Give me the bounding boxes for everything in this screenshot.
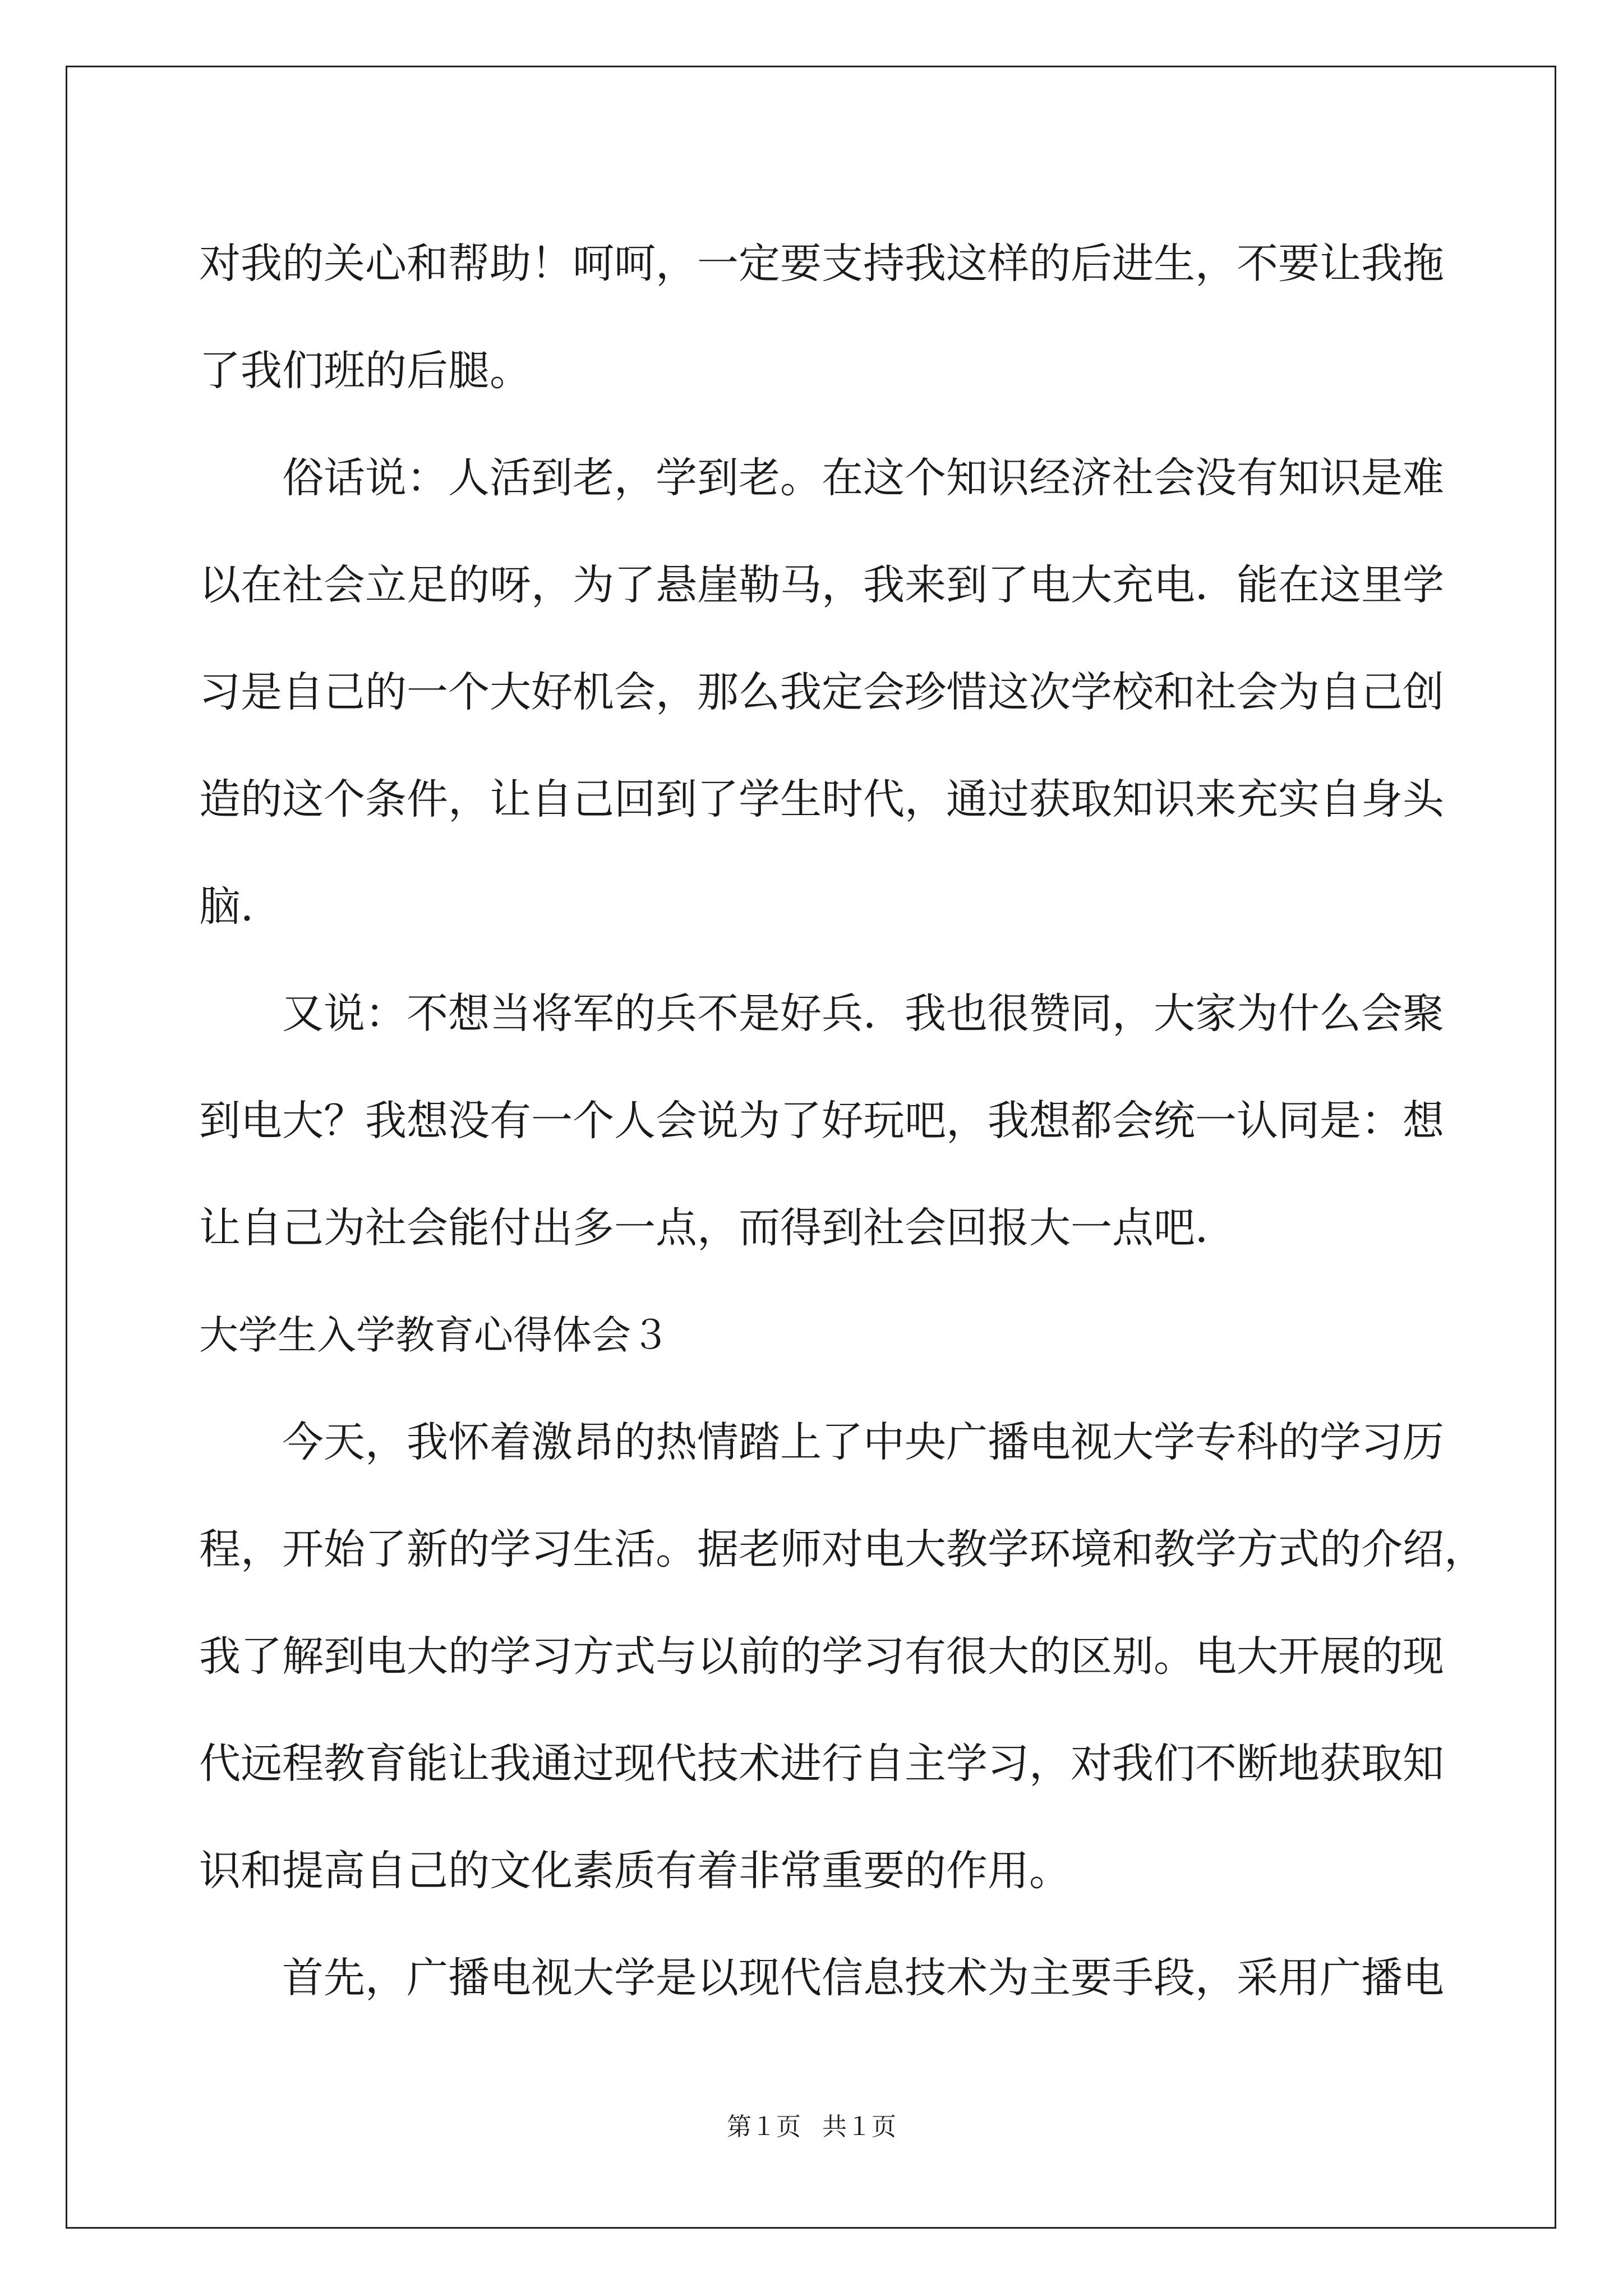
- page-footer: [0, 2106, 1623, 2142]
- text-line: 让自己为社会能付出多一点，而得到社会回报大一点吧．: [199, 1204, 1237, 1252]
- text-line: 以在社会立足的呀，为了悬崖勒马，我来到了电大充电．能在这里学: [199, 561, 1444, 609]
- paragraph-start: 首先，广播电视大学是以现代信息技术为主要手段，采用广播电: [282, 1954, 1444, 2002]
- text-line: 到电大？我想没有一个人会说为了好玩吧，我想都会统一认同是：想: [199, 1097, 1444, 1145]
- paragraph-start: 又说：不想当将军的兵不是好兵．我也很赞同，大家为什么会聚: [282, 990, 1444, 1038]
- text-line: 习是自己的一个大好机会，那么我定会珍惜这次学校和社会为自己创: [199, 668, 1444, 716]
- text-line: 代远程教育能让我通过现代技术进行自主学习，对我们不断地获取知: [199, 1740, 1444, 1788]
- paragraph-start: 俗话说：人活到老，学到老。在这个知识经济社会没有知识是难: [282, 454, 1444, 502]
- text-line: 对我的关心和帮助！呵呵，一定要支持我这样的后进生，不要让我拖: [199, 240, 1444, 288]
- document-body: [199, 210, 1486, 2032]
- paragraph-start: 今天，我怀着激昂的热情踏上了中央广播电视大学专科的学习历: [282, 1418, 1444, 1466]
- text-line: 了我们班的后腿。: [199, 347, 531, 395]
- text-line: 脑．: [199, 882, 282, 931]
- text-line: 我了解到电大的学习方式与以前的学习有很大的区别。电大开展的现: [199, 1632, 1444, 1681]
- text-line: 识和提高自己的文化素质有着非常重要的作用。: [199, 1847, 1071, 1895]
- text-line: 程，开始了新的学习生活。据老师对电大教学环境和教学方式的介绍，: [199, 1525, 1486, 1573]
- page-number: 第１页: [727, 2113, 801, 2141]
- page-total: 共１页: [822, 2113, 896, 2141]
- text-line: 造的这个条件，让自己回到了学生时代，通过获取知识来充实自身头: [199, 775, 1444, 823]
- section-heading: 大学生入学教育心得体会３: [199, 1312, 670, 1358]
